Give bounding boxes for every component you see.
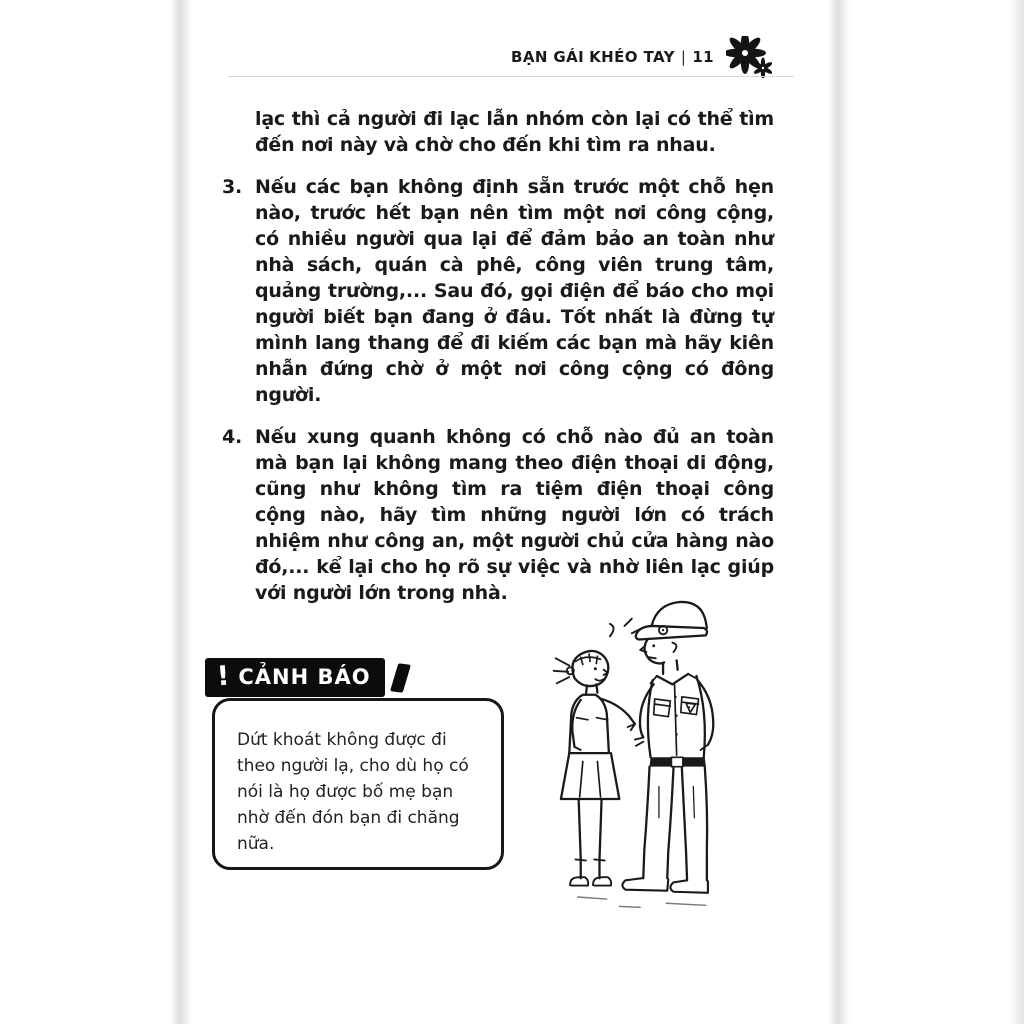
book-title-light: KHÉO TAY [589, 48, 675, 66]
flower-icon [726, 36, 772, 78]
book-title-strong: BẠN GÁI [511, 48, 585, 66]
list-item-text: Nếu các bạn không định sẵn trước một chỗ hẹn nào, trước hết bạn nên tìm một nơi công cộng, có nhiều người qua lại để đảm bảo an toàn như nhà sách, quán cà phê, công viên trung tâm, quảng trường,... Sau đó, gọi điện để báo cho mọi người biết bạn đang ở đâu. Tốt nhất là đừng tự mình lang thang để đi kiếm các bạn mà hãy kiên nhẫn đứng chờ ở một nơi công cộng có đông người. [255, 176, 774, 406]
warning-text: Dứt khoát không được đi theo người lạ, cho dù họ có nói là họ được bố mẹ bạn nhờ đến đón bạn đi chăng nữa. [237, 730, 469, 854]
warning-banner-brush-tail [390, 663, 411, 692]
header-separator: | [680, 48, 687, 66]
illustration-girl-and-police-officer [518, 578, 804, 922]
warning-box [212, 698, 504, 870]
scan-edge-right [1008, 0, 1024, 1024]
page-edge-shadow-left [170, 0, 192, 1024]
list-item [222, 174, 774, 408]
list-item-number: 3. [222, 176, 243, 198]
warning-banner [205, 658, 385, 697]
page-edge-shadow-right [828, 0, 850, 1024]
page-header [511, 36, 772, 78]
body-text [222, 106, 774, 622]
exclamation-icon: ! [215, 660, 231, 693]
running-head [511, 48, 714, 66]
paragraph-continuation: lạc thì cả người đi lạc lẫn nhóm còn lại có thể tìm đến nơi này và chờ cho đến khi tìm ra nhau. [255, 108, 774, 156]
list-item-text: Nếu xung quanh không có chỗ nào đủ an toàn mà bạn lại không mang theo điện thoại di động, cũng như không tìm ra tiệm điện thoại công cộng nào, hãy tìm những người lớn có trách nhiệm như công an, một người chủ cửa hàng nào đó,... kể lại cho họ rõ sự việc và nhờ liên lạc giúp với người lớn trong nhà. [255, 426, 774, 604]
header-divider [228, 76, 794, 77]
page-number: 11 [692, 48, 714, 66]
list-item-number: 4. [222, 426, 243, 448]
warning-label: CẢNH BÁO [238, 664, 371, 689]
